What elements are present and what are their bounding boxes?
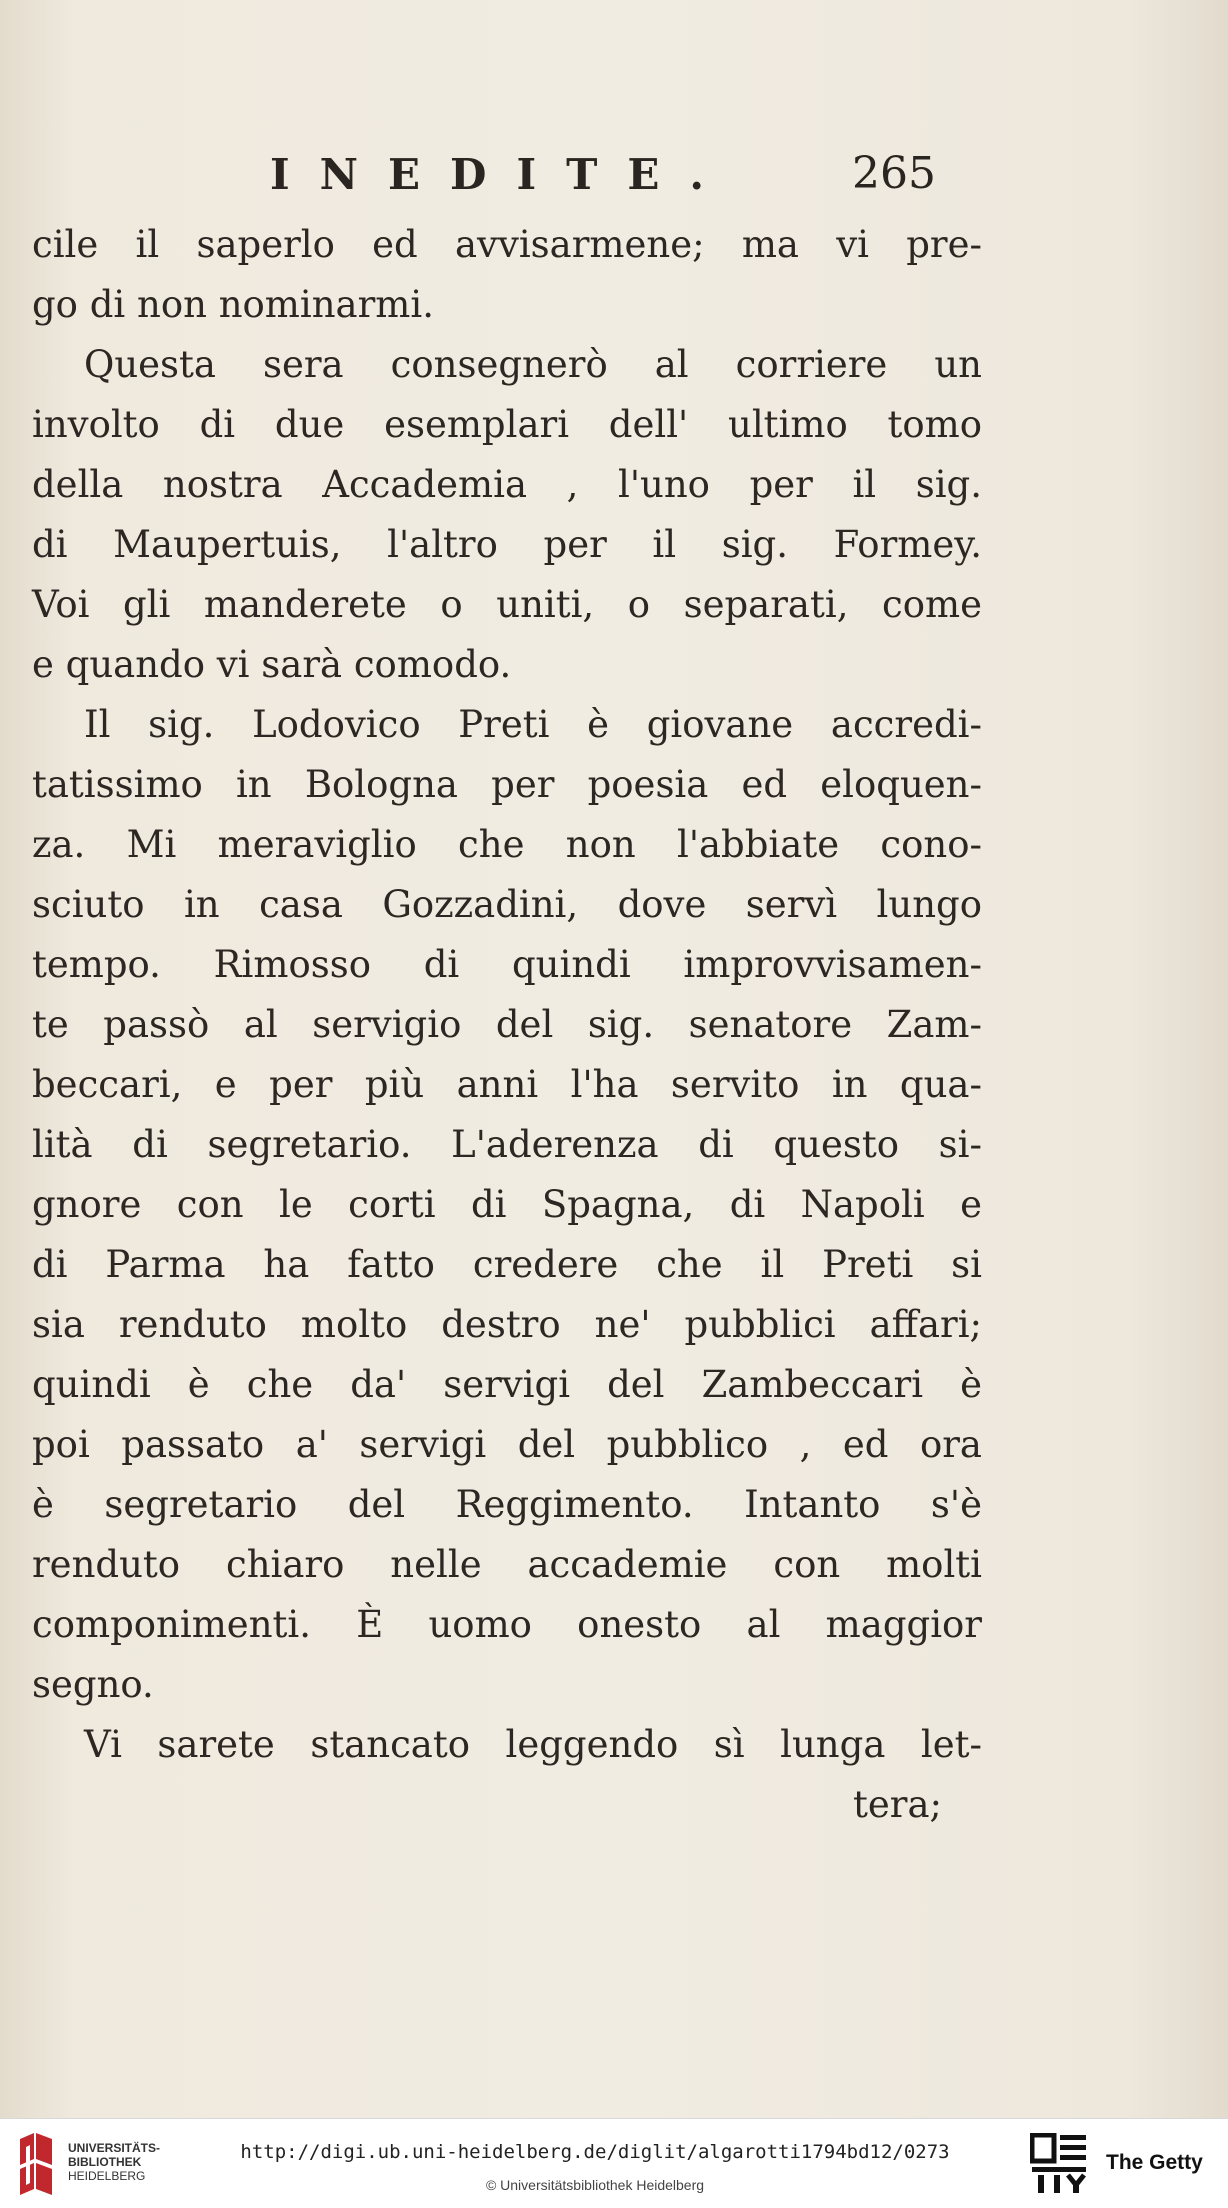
text-line: Questa sera consegnerò al corriere un bbox=[84, 343, 982, 386]
running-head: INEDITE. bbox=[270, 150, 735, 199]
catchword: tera; bbox=[853, 1783, 942, 1826]
text-line: della nostra Accademia , l'uno per il sig. bbox=[32, 463, 982, 506]
text-line: te passò al servigio del sig. senatore Zam- bbox=[32, 1003, 982, 1046]
text-line: di Parma ha fatto credere che il Preti si bbox=[32, 1243, 982, 1286]
permalink-url[interactable]: http://digi.ub.uni-heidelberg.de/diglit/algarotti1794bd12/0273 bbox=[240, 2141, 950, 2163]
text-line: è segretario del Reggimento. Intanto s'è bbox=[32, 1483, 982, 1526]
text-line: involto di due esemplari dell' ultimo tomo bbox=[32, 403, 982, 446]
library-name-line: UNIVERSITÄTS- bbox=[68, 2141, 161, 2155]
text-line: poi passato a' servigi del pubblico , ed ora bbox=[32, 1423, 982, 1466]
text-line: tatissimo in Bologna per poesia ed eloquen- bbox=[32, 763, 982, 806]
text-line: Il sig. Lodovico Preti è giovane accredi- bbox=[84, 703, 982, 746]
text-line: sia renduto molto destro ne' pubblici affari; bbox=[32, 1303, 982, 1346]
text-line: gnore con le corti di Spagna, di Napoli e bbox=[32, 1183, 982, 1226]
library-name-line: BIBLIOTHEK bbox=[68, 2155, 142, 2169]
page-header bbox=[270, 150, 950, 210]
text-line: segno. bbox=[32, 1663, 154, 1706]
getty-logo-icon[interactable] bbox=[1030, 2133, 1088, 2195]
text-line: componimenti. È uomo onesto al maggior bbox=[32, 1603, 982, 1646]
text-line: quindi è che da' servigi del Zambeccari è bbox=[32, 1363, 982, 1406]
library-name bbox=[68, 2141, 160, 2183]
text-line: e quando vi sarà comodo. bbox=[32, 643, 512, 686]
text-line: tempo. Rimosso di quindi improvvisamen- bbox=[32, 943, 982, 986]
getty-label: The Getty bbox=[1106, 2151, 1203, 2174]
text-line: Voi gli manderete o uniti, o separati, come bbox=[32, 583, 982, 626]
text-line: beccari, e per più anni l'ha servito in qua- bbox=[32, 1063, 982, 1106]
page-number: 265 bbox=[852, 148, 936, 199]
library-name-line: HEIDELBERG bbox=[68, 2169, 146, 2183]
text-line: sciuto in casa Gozzadini, dove servì lungo bbox=[32, 883, 982, 926]
text-line: di Maupertuis, l'altro per il sig. Formey. bbox=[32, 523, 982, 566]
copyright-notice: © Universitätsbibliothek Heidelberg bbox=[485, 2177, 705, 2193]
heidelberg-library-logo-icon[interactable] bbox=[12, 2129, 60, 2195]
text-line: Vi sarete stancato leggendo sì lunga let- bbox=[84, 1723, 982, 1766]
text-line: renduto chiaro nelle accademie con molti bbox=[32, 1543, 982, 1586]
text-line: cile il saperlo ed avvisarmene; ma vi pre- bbox=[32, 223, 982, 266]
text-line: za. Mi meraviglio che non l'abbiate cono- bbox=[32, 823, 982, 866]
text-line: lità di segretario. L'aderenza di questo si- bbox=[32, 1123, 982, 1166]
body-text bbox=[32, 215, 982, 1835]
text-line: go di non nominarmi. bbox=[32, 283, 434, 326]
viewer-footer bbox=[0, 2118, 1228, 2208]
